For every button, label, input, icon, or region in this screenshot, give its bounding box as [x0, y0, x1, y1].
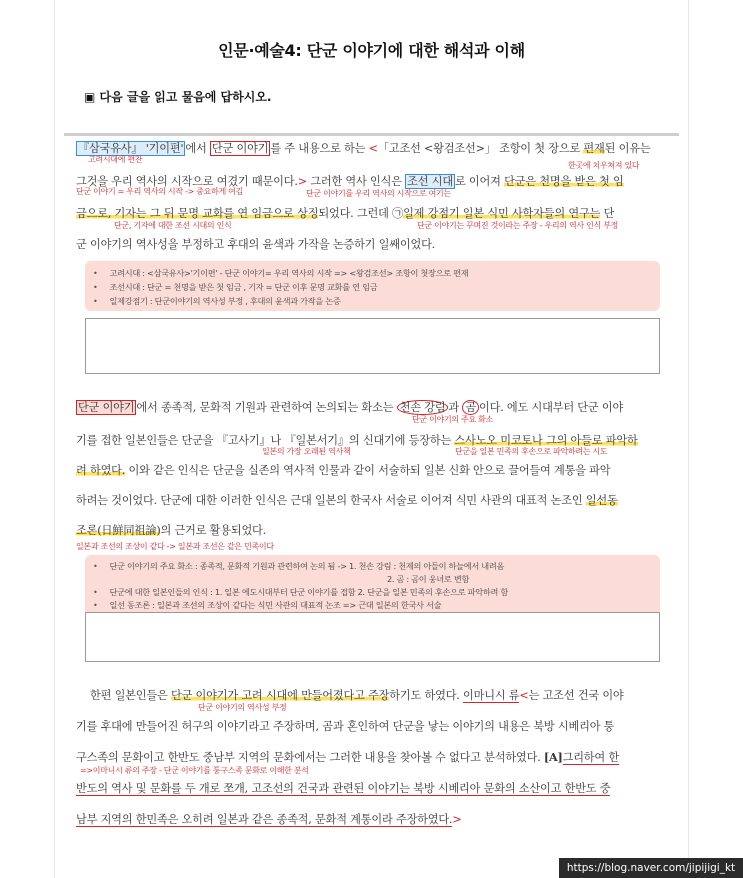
angle-mark-icon: <: [368, 142, 378, 155]
summary1-item: • 고려시대 : <삼국유사>'기이편' - 단군 이야기= 우리 역사의 시작 => <왕검조선> 조항이 첫장으로 편재: [93, 268, 468, 279]
summary-box-1: [85, 261, 660, 311]
paragraph2-line2: 기를 접한 일본인들은 단군을 『고사기』나 『일본서기』의 신대기에 등장하는 스사노오 미코토나 그의 아들로 파악하: [76, 434, 638, 447]
joseon-era-box: 조선 시대: [407, 175, 453, 188]
dangun-story-box: 단군 이야기: [211, 142, 269, 155]
paragraph3-line3: 구스족의 문화이고 한반도 중남부 지역의 문화에서는 그러한 내용을 찾아볼 수 없다고 분석하였다. [A]그리하여 한: [76, 750, 619, 764]
paragraph3-line2: 기를 후대에 만들어진 허구의 이야기라고 주장하며, 곰과 혼인하여 단군을 낳는 이야기의 내용은 북방 시베리아 퉁: [76, 720, 615, 733]
note-joseon-view: 단군, 기자에 대한 조선 시대의 인식: [114, 221, 232, 230]
note-goryeo: 고려시대에 편찬: [88, 155, 143, 164]
paragraph2-line4: 하려는 것이었다. 단군에 대한 이러한 인식은 근대 일본의 한국사 서술로 이어져 식민 사관의 대표적 논조인 일선동: [76, 494, 618, 507]
summary2-item: • 단군 이야기의 주요 화소 : 종족적, 문화적 기원과 관련하여 논의 됨 -> 1. 천손 강림 : 천제의 아들이 하늘에서 내려옴: [93, 561, 504, 572]
highlight-pyeonjae: 편재: [583, 142, 605, 155]
note-history-start: 단군 이야기 = 우리 역사의 시작 -> 중요하게 여김: [76, 187, 244, 196]
paragraph2-line1: 단군 이야기 에서 종족적, 문화적 기원과 관련하여 논의되는 화소는 천손 강림 과 곰 이다. 에도 시대부터 단군 이야: [78, 401, 624, 414]
circle-cheonson: 천손 강림: [397, 400, 449, 415]
angle-mark-icon: >: [297, 175, 307, 188]
marker-a: [A]: [543, 750, 563, 764]
angle-mark-icon: <: [519, 689, 529, 702]
note-denial: 단군 이야기는 꾸며진 것이라는 주장 - 우리의 역사 인식 부정: [417, 221, 619, 230]
passage-top-rule: [64, 133, 679, 136]
highlight-tried: 려 하였다.: [76, 464, 126, 477]
paragraph1-line4: 군 이야기의 역사성을 부정하고 후대의 윤색과 가작을 논증하기 일쌔이었다.: [76, 238, 436, 251]
summary1-item: • 조선시대 : 단군 = 천명을 받은 첫 임금 , 기자 = 단군 이후 문명 교화를 연 임금: [93, 282, 377, 293]
summary-box-2: [85, 555, 660, 617]
instruction: ▣ 다음 글을 읽고 물음에 답하시오.: [84, 90, 272, 104]
blog-watermark: https://blog.naver.com/jipijigi_kt: [559, 858, 743, 878]
note-oldest-book: 일본의 가장 오래된 역사책: [262, 447, 351, 456]
note-start-of-history: 단군 이야기를 우리 역사의 시작으로 여기는: [306, 189, 451, 198]
answer-box-1[interactable]: [85, 318, 660, 374]
page-edge-left: [54, 0, 55, 878]
paragraph2-line5: 조론(日鮮同祖論)의 근거로 활용되었다.: [76, 524, 267, 537]
paragraph2-line3: 려 하였다. 이와 같은 인식은 단군을 실존의 역사적 인물과 같이 서술하되 일본 신화 안으로 끌어들여 계통을 파악: [76, 464, 611, 477]
note-japanese-descendant: 단군을 일본 민족의 후손으로 파악하려는 시도: [455, 447, 608, 456]
summary1-item: • 일제강점기 : 단군이야기의 역사성 부정 , 후대의 윤색과 가작을 논증: [93, 296, 340, 307]
summary2-item: • 단군에 대한 일본인들의 인식 : 1. 일본 에도시대부터 단군 이야기를 접함 2. 단군을 일본 민족의 후손으로 파악하려 함: [93, 587, 508, 598]
paragraph1-line3: 금으로, 기자는 그 뒤 문명 교화를 연 임금으로 상징되었다. 그런데 ㉠일제 강점기 일본 식민 사학자들의 연구는 단: [76, 207, 615, 220]
dangun-story-box-2: 단군 이야기: [78, 401, 135, 414]
highlight-ilseon: 일선동: [585, 494, 618, 507]
highlight-colonial-research: 일제 강점기 일본 식민 사학자들의 연구는: [403, 207, 601, 220]
paragraph3-line4: 반도의 역사 및 문화를 두 개로 쪼개, 고조선의 건국과 관련된 이야기는 북방 시베리아 문화의 소산이고 한반도 중: [76, 782, 611, 795]
paragraph1-line2: 그것을 우리 역사의 시작으로 여겼기 때문이다.> 그러한 역사 인식은 조선 시대 로 이어져 단군은 천명을 받은 첫 임: [76, 175, 624, 188]
page-title: 인문·예술4: 단군 이야기에 대한 해석과 이해: [218, 41, 525, 60]
highlight-susanoo: 스사노오 미코토나 그의 아들로 파악하: [454, 434, 638, 447]
highlight-first-king: 단군은 천명을 받은 첫 임: [504, 175, 624, 188]
answer-box-2[interactable]: [85, 612, 660, 662]
circle-bear: 곰: [462, 400, 479, 415]
note-history-denial: 단군 이야기의 역사성 부정: [198, 703, 287, 712]
summary2-item-continued: 2. 곰 : 곰이 웅녀로 변함: [387, 574, 470, 584]
paragraph3-line5: 남부 지역의 한민족은 오히려 일본과 같은 종족적, 문화적 계통이라 주장하였다.>: [76, 813, 462, 826]
note-same-ancestor: 일본과 조선의 조상이 같다 -> 일본과 조선은 같은 민족이다: [76, 542, 274, 551]
underline-imanishi: 이마니시 류: [463, 689, 520, 702]
note-imanishi-claim: =>이마니시 류의 주장 - 단군 이야기를 퉁구스족 문화로 이해한 분석: [80, 766, 309, 775]
page-edge-right: [688, 0, 689, 878]
highlight-goryeo-claim: 단군 이야기가 고려 시대에 만들어졌다고 주장: [170, 689, 390, 702]
angle-mark-icon: >: [452, 813, 462, 826]
note-main-motif: 단군 이야기의 주요 화소: [412, 415, 494, 424]
highlight-ilseon-dongjo: 조론(日鮮同祖論): [76, 524, 161, 537]
source-book-box: 『삼국유사』 '기이편': [78, 142, 184, 155]
note-biased: 한곳에 치우쳐져 있다: [568, 161, 640, 170]
paragraph1-line1: 『삼국유사』 '기이편' 에서 단군 이야기 를 주 내용으로 하는 <「고조선 <왕검조선>」 조항이 첫 장으로 편재된 이유는: [78, 142, 651, 155]
summary2-item: • 일선 동조론 : 일본과 조선의 조상이 같다는 식민 사관의 대표적 논조 => 근대 일본의 한국사 서술: [93, 600, 441, 611]
highlight-gija: 금으로, 기자는 그 뒤 문명 교화를 연 임금으로 상징: [76, 207, 319, 220]
paragraph3-line1: 한편 일본인들은 단군 이야기가 고려 시대에 만들어졌다고 주장하기도 하였다. 이마니시 류<는 고조선 건국 이야: [90, 689, 624, 702]
